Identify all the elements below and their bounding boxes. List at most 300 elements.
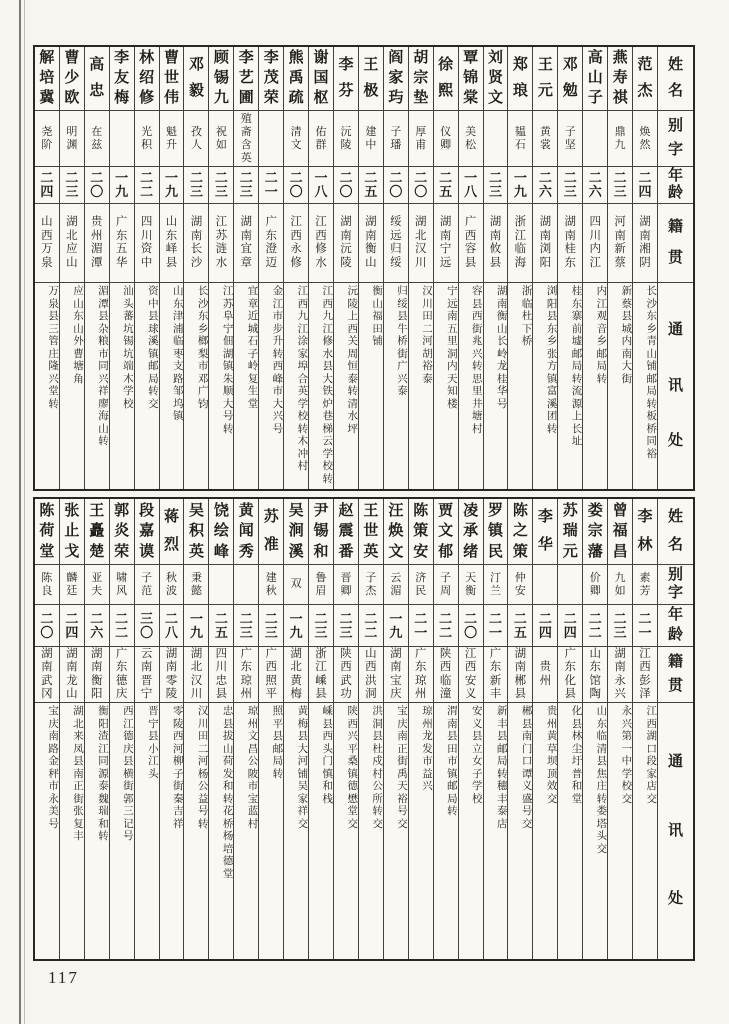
glyph: 通 (667, 754, 683, 771)
native-place-cell (135, 204, 159, 283)
courtesy-name-cell (334, 565, 358, 605)
age-cell (85, 605, 109, 647)
glyph: 郭 (114, 502, 130, 519)
glyph: 县 (48, 311, 59, 322)
glyph: 县 (472, 731, 483, 742)
glyph: 津 (172, 311, 184, 322)
glyph: 城 (621, 323, 633, 335)
glyph: 六 (538, 184, 552, 199)
glyph: 汉 (414, 243, 427, 255)
glyph: 川 (190, 688, 203, 700)
glyph: 县 (322, 361, 334, 372)
age-cell (209, 605, 233, 647)
native-place-cell (359, 204, 383, 283)
person-column (358, 499, 383, 959)
glyph: 县 (98, 311, 109, 322)
glyph: 九 (189, 624, 203, 640)
person-column (458, 47, 483, 489)
glyph: 水 (215, 256, 228, 269)
glyph: 山 (66, 688, 78, 700)
glyph: 升 (272, 336, 284, 347)
glyph: 川 (215, 661, 228, 673)
age-cell (60, 605, 84, 647)
glyph: 东 (115, 229, 128, 242)
glyph: 草 (546, 743, 558, 755)
glyph: 湖 (190, 216, 203, 228)
name-cell (284, 47, 308, 111)
glyph: 陈 (512, 502, 528, 519)
person-column (308, 47, 333, 489)
glyph: 兴 (272, 411, 284, 422)
glyph: 前 (571, 323, 583, 335)
glyph: 小 (148, 743, 159, 755)
glyph: 校 (123, 398, 134, 410)
person-column (333, 47, 358, 489)
glyph: 修 (290, 256, 302, 269)
glyph: 荣 (114, 543, 130, 560)
glyph: 内 (621, 336, 633, 347)
glyph: 鼎 (614, 125, 626, 138)
glyph: 兴 (347, 731, 358, 742)
glyph: 湖 (439, 216, 452, 228)
glyph: 步 (272, 323, 284, 335)
glyph: 洞 (372, 718, 383, 730)
person-column (582, 499, 607, 959)
glyph: 湖 (564, 216, 577, 228)
glyph: 洪 (365, 674, 377, 687)
glyph: 高 (587, 50, 603, 66)
glyph: 镇 (148, 348, 159, 360)
native-place-cell (309, 647, 333, 703)
person-column (35, 47, 59, 489)
glyph: 晋 (140, 674, 153, 687)
glyph: 秋 (265, 584, 277, 597)
courtesy-name-cell (284, 111, 308, 167)
glyph: 堂 (347, 806, 358, 817)
name-cell (583, 47, 607, 111)
glyph: 李 (537, 509, 553, 526)
glyph: 泰 (397, 386, 408, 397)
person-column (557, 47, 582, 489)
age-cell (384, 167, 408, 204)
glyph: 内 (596, 286, 608, 297)
row-label-3 (658, 204, 693, 283)
glyph: 同 (98, 361, 109, 372)
glyph: 攸 (489, 243, 502, 255)
glyph: 甫 (415, 138, 427, 151)
glyph: 秀 (238, 543, 254, 560)
glyph: 山 (73, 298, 84, 310)
glyph: 瑞 (562, 523, 578, 539)
glyph: 学 (472, 781, 483, 792)
glyph: 市 (197, 361, 209, 372)
glyph: 头 (596, 831, 608, 842)
courtesy-name-cell (35, 565, 59, 605)
glyph: 楚 (89, 543, 105, 560)
glyph: 镇 (172, 411, 184, 422)
glyph: 杜 (372, 743, 383, 755)
glyph: 二 (422, 323, 433, 335)
glyph: 二 (464, 610, 478, 626)
person-column (483, 499, 508, 959)
glyph: 木 (123, 373, 134, 385)
glyph: 文 (438, 523, 454, 539)
glyph: 曹 (64, 50, 80, 66)
glyph: 鲁 (315, 571, 327, 584)
age-cell (209, 167, 233, 204)
glyph: 西 (472, 311, 483, 322)
glyph: 陈 (413, 502, 429, 519)
glyph: 云 (390, 571, 402, 584)
glyph: 讯 (667, 822, 683, 839)
glyph: 记 (123, 818, 134, 830)
glyph: 策 (413, 523, 429, 539)
glyph: 镇 (546, 373, 558, 385)
glyph: 东 (489, 661, 502, 673)
glyph: 南 (390, 661, 402, 673)
glyph: 福 (612, 523, 628, 539)
glyph: 一 (464, 170, 478, 185)
address-cell (359, 283, 383, 489)
glyph: 庆 (115, 688, 128, 700)
glyph: 田 (372, 323, 383, 335)
glyph: 凤 (73, 743, 84, 755)
glyph: 秉 (190, 571, 202, 584)
glyph: 山 (41, 216, 53, 228)
glyph: 朱 (222, 373, 234, 385)
glyph: 陈 (41, 571, 53, 584)
courtesy-name-cell (85, 565, 109, 605)
glyph: 湄 (91, 243, 103, 255)
courtesy-name-cell (434, 111, 458, 167)
glyph: 桂 (571, 286, 583, 297)
glyph: 县 (397, 311, 408, 322)
glyph: 县 (514, 688, 527, 700)
glyph: 昌 (612, 543, 628, 560)
glyph: 号 (496, 398, 508, 410)
glyph: 卿 (589, 584, 601, 597)
glyph: 三 (563, 184, 577, 199)
glyph: 名 (667, 536, 683, 553)
glyph: 三 (239, 184, 253, 199)
native-place-cell (160, 647, 184, 703)
glyph: 二 (65, 610, 79, 626)
native-place-cell (209, 204, 233, 283)
glyph: 焦 (596, 768, 608, 780)
glyph: 阜 (222, 311, 234, 322)
person-column (258, 499, 283, 959)
glyph: 积 (141, 138, 153, 151)
glyph: 顶 (546, 768, 558, 780)
glyph: 河 (172, 743, 184, 755)
glyph: 内 (447, 361, 458, 372)
glyph: 如 (215, 138, 227, 151)
glyph: 人 (190, 138, 202, 151)
glyph: 桥 (521, 336, 533, 347)
native-place-cell (334, 204, 358, 283)
glyph: 转 (48, 398, 59, 410)
glyph: 校 (297, 411, 309, 422)
glyph: 村 (472, 423, 483, 435)
native-place-cell (558, 647, 582, 703)
glyph: 南 (614, 661, 626, 673)
glyph: 村 (372, 768, 383, 780)
glyph: 渭 (447, 706, 458, 717)
name-cell (259, 47, 283, 111)
glyph: 西 (41, 229, 53, 242)
glyph: 临 (521, 298, 533, 310)
address-cell (35, 703, 59, 959)
glyph: 广 (414, 647, 427, 660)
address-cell (508, 703, 532, 959)
glyph: 林 (571, 731, 583, 742)
glyph: 邹 (172, 386, 184, 397)
courtesy-name-cell (60, 111, 84, 167)
glyph: 二 (140, 170, 154, 185)
glyph: 公 (372, 781, 383, 792)
name-cell (484, 499, 508, 565)
glyph: 江 (464, 647, 477, 660)
glyph: 二 (364, 624, 378, 640)
courtesy-name-cell (184, 565, 208, 605)
glyph: 街 (472, 323, 483, 335)
glyph: 三 (214, 184, 228, 199)
glyph: 风 (116, 584, 128, 597)
glyph: 二 (414, 170, 428, 185)
age-cell (110, 167, 134, 204)
courtesy-name-cell (160, 111, 184, 167)
glyph: 中 (148, 298, 159, 310)
glyph: 交 (372, 818, 383, 830)
glyph: 县 (596, 756, 608, 767)
glyph: 冲 (297, 448, 309, 460)
address-cell (259, 703, 283, 959)
glyph: 南 (91, 661, 103, 673)
glyph: 子 (247, 348, 259, 360)
native-place-cell (508, 204, 532, 283)
glyph: 二 (264, 610, 278, 626)
glyph: 一 (264, 184, 278, 199)
glyph: 澄 (265, 243, 277, 255)
glyph: 西 (340, 661, 352, 673)
glyph: 东 (596, 718, 608, 730)
glyph: 方 (546, 361, 558, 372)
glyph: 焕 (639, 125, 651, 138)
glyph: 承 (463, 523, 479, 539)
glyph: 湖 (240, 216, 253, 228)
glyph: 号 (123, 831, 134, 842)
glyph: 蔡 (614, 256, 626, 269)
glyph: 县 (222, 718, 234, 730)
glyph: 湖 (365, 216, 377, 228)
glyph: 二 (389, 170, 403, 185)
glyph: 内 (589, 243, 601, 255)
glyph: 章 (240, 256, 253, 269)
glyph: 浦 (172, 323, 184, 335)
courtesy-name-cell (234, 111, 258, 167)
glyph: 县 (447, 731, 458, 742)
glyph: 渣 (98, 731, 109, 742)
person-column (632, 47, 657, 489)
glyph: 永 (290, 243, 302, 255)
glyph: 山 (587, 70, 603, 86)
age-cell (409, 167, 433, 204)
name-cell (85, 47, 109, 111)
person-column (632, 499, 657, 959)
glyph: 邮 (447, 781, 458, 792)
glyph: 姓 (667, 509, 683, 526)
glyph: 局 (496, 756, 508, 767)
native-place-cell (259, 204, 283, 283)
glyph: 河 (422, 336, 433, 347)
glyph: 眉 (315, 584, 327, 597)
person-column (433, 47, 458, 489)
glyph: 路 (48, 743, 59, 755)
glyph: 宁 (148, 718, 159, 730)
glyph: 忠 (215, 674, 228, 687)
glyph: 兴 (621, 718, 633, 730)
glyph: 寨 (571, 311, 583, 322)
glyph: 二 (289, 170, 303, 185)
glyph: 嵊 (315, 674, 327, 687)
glyph: 井 (472, 398, 483, 410)
glyph: 英 (297, 386, 309, 397)
glyph: 县 (464, 256, 477, 269)
glyph: 洪 (372, 706, 383, 717)
glyph: 湖 (66, 216, 78, 228)
glyph: 县 (372, 731, 383, 742)
courtesy-name-cell (459, 565, 483, 605)
glyph: 修 (139, 90, 155, 106)
name-cell (184, 499, 208, 565)
glyph: 炎 (114, 523, 130, 539)
glyph: 南 (614, 229, 626, 242)
glyph: 东 (165, 229, 178, 242)
glyph: 南 (365, 229, 377, 242)
address-cell (284, 283, 308, 489)
glyph: 梅 (290, 688, 302, 700)
native-place-cell (184, 204, 208, 283)
glyph: 宝 (390, 674, 402, 687)
glyph: 三 (189, 184, 203, 199)
glyph: 县 (546, 311, 558, 322)
glyph: 华 (537, 536, 553, 553)
glyph: 州 (91, 229, 103, 242)
glyph: 街 (123, 781, 134, 792)
native-place-cell (459, 204, 483, 283)
glyph: 林 (637, 536, 653, 553)
address-cell (184, 703, 208, 959)
glyph: 应 (66, 243, 78, 255)
glyph: 卿 (340, 584, 352, 597)
native-place-cell (234, 647, 258, 703)
glyph: 东 (571, 298, 583, 310)
glyph: 西 (365, 661, 377, 673)
glyph: 浙 (521, 286, 533, 297)
glyph: 龄 (667, 626, 683, 643)
glyph: 名 (667, 83, 683, 100)
glyph: 转 (447, 806, 458, 817)
glyph: 升 (166, 138, 178, 151)
glyph: 王 (537, 56, 553, 73)
courtesy-name-cell (583, 565, 607, 605)
glyph: 大 (297, 743, 309, 755)
name-cell (234, 47, 258, 111)
glyph: 五 (214, 624, 228, 640)
courtesy-name-cell (633, 565, 657, 605)
glyph: 祝 (215, 125, 227, 138)
glyph: 化 (564, 674, 577, 687)
person-column (109, 499, 134, 959)
courtesy-name-cell (508, 111, 532, 167)
name-cell (60, 47, 84, 111)
glyph: 南 (165, 661, 178, 673)
address-cell (533, 283, 557, 489)
glyph: 广 (240, 647, 253, 660)
name-cell (583, 499, 607, 565)
glyph: 芬 (338, 83, 354, 100)
glyph: 庄 (596, 781, 608, 792)
glyph: 曹 (73, 348, 84, 360)
address-cell (309, 703, 333, 959)
glyph: 镇 (447, 768, 458, 780)
glyph: 县 (496, 731, 508, 742)
glyph: 西 (639, 661, 651, 673)
glyph: 浏 (546, 286, 558, 297)
glyph: 南 (496, 298, 508, 310)
glyph: 新 (614, 243, 626, 255)
glyph: 清 (596, 743, 608, 755)
glyph: 三 (239, 624, 253, 640)
glyph: 天 (465, 571, 477, 584)
person-column (208, 47, 233, 489)
courtesy-name-cell (259, 111, 283, 167)
glyph: 如 (614, 584, 626, 597)
age-cell (309, 167, 333, 204)
glyph: 家 (297, 793, 309, 805)
glyph: 郴 (514, 674, 527, 687)
row-label-4 (658, 283, 693, 489)
glyph: 村 (247, 818, 259, 830)
glyph: 街 (73, 793, 84, 805)
glyph: 毅 (188, 83, 204, 100)
age-cell (434, 605, 458, 647)
glyph: 晋 (340, 571, 352, 584)
person-column (607, 47, 632, 489)
glyph: 子 (141, 571, 153, 584)
person-column (308, 499, 333, 959)
glyph: 裳 (539, 138, 551, 151)
glyph: 江 (646, 706, 657, 717)
glyph: 中 (621, 756, 633, 767)
glyph: 大 (272, 398, 284, 410)
glyph: 曹 (164, 50, 180, 66)
glyph: 九 (297, 311, 309, 322)
glyph: 迈 (265, 256, 277, 269)
glyph: 兴 (48, 373, 59, 385)
glyph: 南 (447, 311, 458, 322)
glyph: 溪 (148, 336, 159, 347)
courtesy-name-cell (359, 565, 383, 605)
glyph: 南 (140, 661, 153, 673)
glyph: 八 (464, 184, 478, 199)
glyph: 四 (563, 624, 577, 640)
glyph: 饶 (213, 502, 229, 519)
glyph: 转 (98, 436, 109, 447)
glyph: 二 (638, 610, 652, 626)
glyph: 绥 (397, 298, 408, 310)
glyph: 湘 (639, 243, 651, 255)
